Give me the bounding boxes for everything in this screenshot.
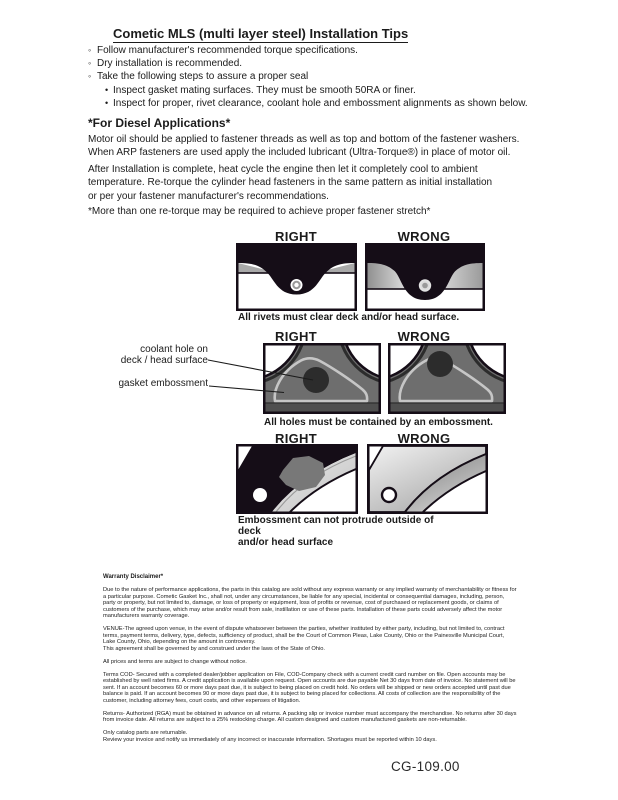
warranty-disclaimer [103,574,517,750]
text-line: Motor oil should be applied to fastener threads as well as top and bottom of the fastener washers. [88,134,520,145]
protrusion-right-diagram [236,444,358,514]
list-item [105,97,530,110]
caption-line: Embossment can not protrude outside of deck [238,515,434,537]
protrusion-wrong-diagram [367,444,488,514]
caption-line: and/or head surface [238,537,334,548]
row1-caption: All rivets must clear deck and/or head surface. [238,312,460,323]
rivet-wrong-svg [365,243,485,311]
page-code: CG-109.00 [391,759,460,774]
open-bullet-icon: ◦ [88,71,92,82]
right-label-row2: RIGHT [275,329,317,344]
wrong-label-row1: WRONG [397,229,451,244]
annotation-line: coolant hole on [140,344,208,355]
wrong-label-row2: WRONG [397,329,451,344]
text-line: After Installation is complete, heat cycle the engine then let it completely cool to ambient [88,164,478,175]
text-line: temperature. Re-torque the cylinder head fasteners in the same pattern as initial installation [88,177,493,189]
row3-caption [238,515,458,548]
warranty-paragraph: Review your invoice and notify us immediately of any incorrect or inaccurate information. Shortages must be reported within 10 days. [103,736,437,743]
tip-text: Take the following steps to assure a proper seal [97,71,309,83]
text-line: or per your fastener manufacturer's recommendations. [88,190,329,202]
bolt-hole [253,488,267,502]
list-item [105,84,530,97]
warranty-paragraph: Due to the nature of performance applications, the parts in this catalog are sold without any express warranty or any implied warranty of merchantability or fitness for a particular purpose. Cometic Gasket Inc., shall not, under any circumstances, be liable for any special, incidental or consequential damages, including, person, party or property, but not limited to, damage, or loss of property or equipment, loss of profits or revenue, cost of purchased or replacement goods, or claims of customers of the purchase, which may arise and/or result from sale, instillation or use of these parts. Installation of these parts could adversely affect the motor manufacturers warranty coverage. [103,587,517,619]
list-item [88,70,530,83]
diesel-paragraph-2 [88,163,530,203]
tip-text: Dry installation is recommended. [97,58,243,70]
warranty-paragraph: VENUE-The agreed upon venue, in the event of dispute whatsoever between the parties, whether instituted by either party, including, but not limited to, contract terms, payment terms, delivery, type, defects, sufficiency of product, shall be the Court of Common Pleas, Lake County, Ohio or the Painesville Municipal Court, Lake County, Ohio, depending on the amount in controversy. [103,626,505,645]
open-bullet-icon: ◦ [88,45,92,55]
bolt-hole [382,488,396,502]
right-label-row1: RIGHT [275,229,317,244]
warranty-paragraph: Terms COD- Secured with a completed dealer/jobber application on File, COD-Company check with a current credit card number on file. Open accounts may be established by well rated firms. A credit application is available upon request. Open accounts are due payable Net 30 days from date of invoice. No statement will be sent. If an account becomes 60 or more days past due, it is subject to being placed on credit hold. No orders will be shipped or new orders accepted until past due balance is paid. If an account becomes 90 or more days past due, it is subject to being placed for collections. All costs of collection are the responsibility of the customer, including attorney fees, court costs, and other expenses of litigation. [103,671,516,704]
installation-tips-list [88,44,530,110]
warranty-paragraph: This agreement shall be governed by and construed under the laws of the State of Ohio. [103,645,325,652]
diesel-applications-heading: *For Diesel Applications* [88,116,231,130]
list-item [88,44,530,57]
protrusion-right-svg [236,444,358,514]
embossment-wrong-svg [388,343,506,414]
warranty-paragraph: Returns- Authorized (RGA) must be obtained in advance on all returns. A packing slip or invoice number must accompany the merchandise. No returns after 30 days from invoice date. All returns are subject to a 25% restocking charge. All custom designed and custom manufactured gaskets are non-returnable. [103,710,517,723]
embossment-right-diagram [263,343,381,414]
filled-bullet-icon: • [105,84,109,95]
coolant-hole-annotation [110,344,208,366]
text-line: When ARP fasteners are used apply the included lubricant (Ultra-Torque®) in place of motor oil. [88,147,511,159]
annotation-line: deck / head surface [120,355,208,366]
coolant-hole [303,367,329,393]
tip-text: Inspect for proper, rivet clearance, coolant hole and embossment alignments as shown below. [113,97,528,109]
list-item [88,57,530,70]
rivet-clearance-right-diagram [236,243,357,311]
diesel-paragraph-1 [88,133,530,160]
wrong-label-row3: WRONG [397,431,451,446]
rivet-right-svg [236,243,357,311]
embossment-right-svg [263,343,381,414]
page-title: Cometic MLS (multi layer steel) Installation Tips [113,26,409,41]
warranty-paragraph: All prices and terms are subject to change without notice. [103,658,247,665]
warranty-heading: Warranty Disclaimer* [103,574,164,580]
open-bullet-icon: ◦ [88,58,92,69]
rivet-clearance-wrong-diagram [365,243,485,311]
right-label-row3: RIGHT [275,431,317,446]
row2-caption: All holes must be contained by an embossment. [264,417,493,428]
warranty-paragraph: Only catalog parts are returnable. [103,730,188,736]
coolant-hole [427,351,453,377]
tip-text: Inspect gasket mating surfaces. They must be smooth 50RA or finer. [113,84,416,96]
embossment-wrong-diagram [388,343,506,414]
filled-bullet-icon: • [105,97,109,108]
retorque-note: *More than one re-torque may be required to achieve proper fastener stretch* [88,206,431,217]
gasket-embossment-annotation: gasket embossment [118,378,208,389]
tip-text: Follow manufacturer's recommended torque specifications. [97,45,358,56]
protrusion-wrong-svg [367,444,488,514]
